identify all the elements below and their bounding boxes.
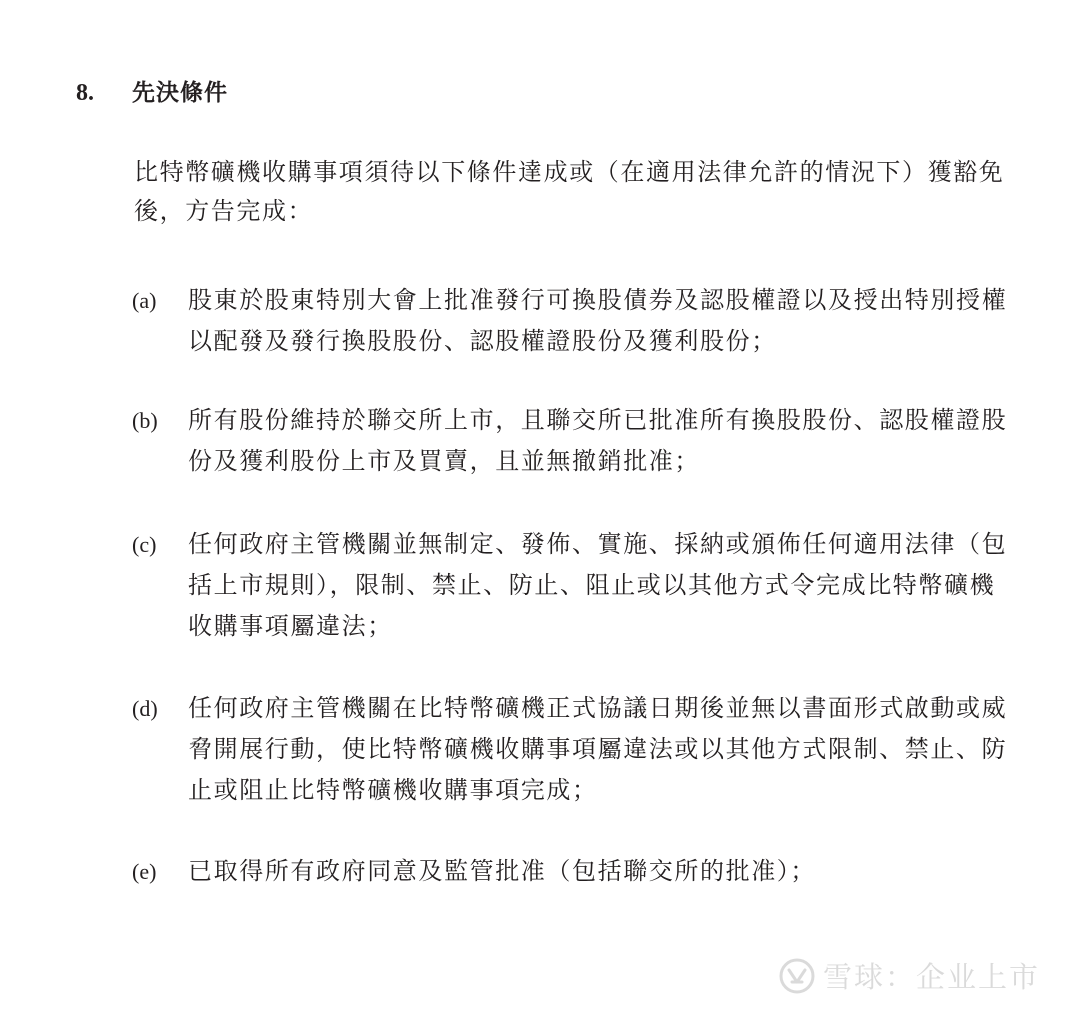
condition-item-b bbox=[132, 400, 1022, 482]
condition-marker: (b) bbox=[132, 408, 158, 433]
condition-text: 任何政府主管機關並無制定、發佈、實施、採納或頒佈任何適用法律（包括上市規則），限制、禁止、防止、阻止或以其他方式令完成比特幣礦機收購事項屬違法； bbox=[188, 530, 1008, 640]
condition-text: 已取得所有政府同意及監管批准（包括聯交所的批准）； bbox=[188, 857, 816, 885]
watermark-text: 雪球：企业上市 bbox=[822, 960, 1040, 994]
condition-marker: (a) bbox=[132, 288, 157, 313]
condition-item-c bbox=[132, 524, 1022, 647]
condition-marker: (d) bbox=[132, 696, 158, 721]
watermark bbox=[779, 955, 1040, 996]
intro-paragraph: 比特幣礦機收購事項須待以下條件達成或（在適用法律允許的情況下）獲豁免後，方告完成： bbox=[134, 158, 1005, 225]
condition-item-d bbox=[132, 688, 1022, 811]
condition-marker: (c) bbox=[132, 532, 157, 557]
condition-text: 任何政府主管機關在比特幣礦機正式協議日期後並無以書面形式啟動或威脅開展行動，使比特幣礦機收購事項屬違法或以其他方式限制、禁止、防止或阻止比特幣礦機收購事項完成； bbox=[188, 694, 1008, 804]
snowball-logo-icon bbox=[779, 958, 815, 994]
section-title: 先決條件 bbox=[132, 80, 228, 106]
condition-item-e bbox=[132, 851, 1022, 892]
section-heading bbox=[76, 76, 228, 110]
section-number: 8. bbox=[76, 80, 94, 106]
condition-item-a bbox=[132, 280, 1022, 362]
condition-text: 所有股份維持於聯交所上市，且聯交所已批准所有換股股份、認股權證股份及獲利股份上市及買賣，且並無撤銷批准； bbox=[188, 406, 1008, 475]
condition-text: 股東於股東特別大會上批准發行可換股債券及認股權證以及授出特別授權以配發及發行換股股份、認股權證股份及獲利股份； bbox=[188, 286, 1008, 355]
condition-marker: (e) bbox=[132, 859, 157, 884]
